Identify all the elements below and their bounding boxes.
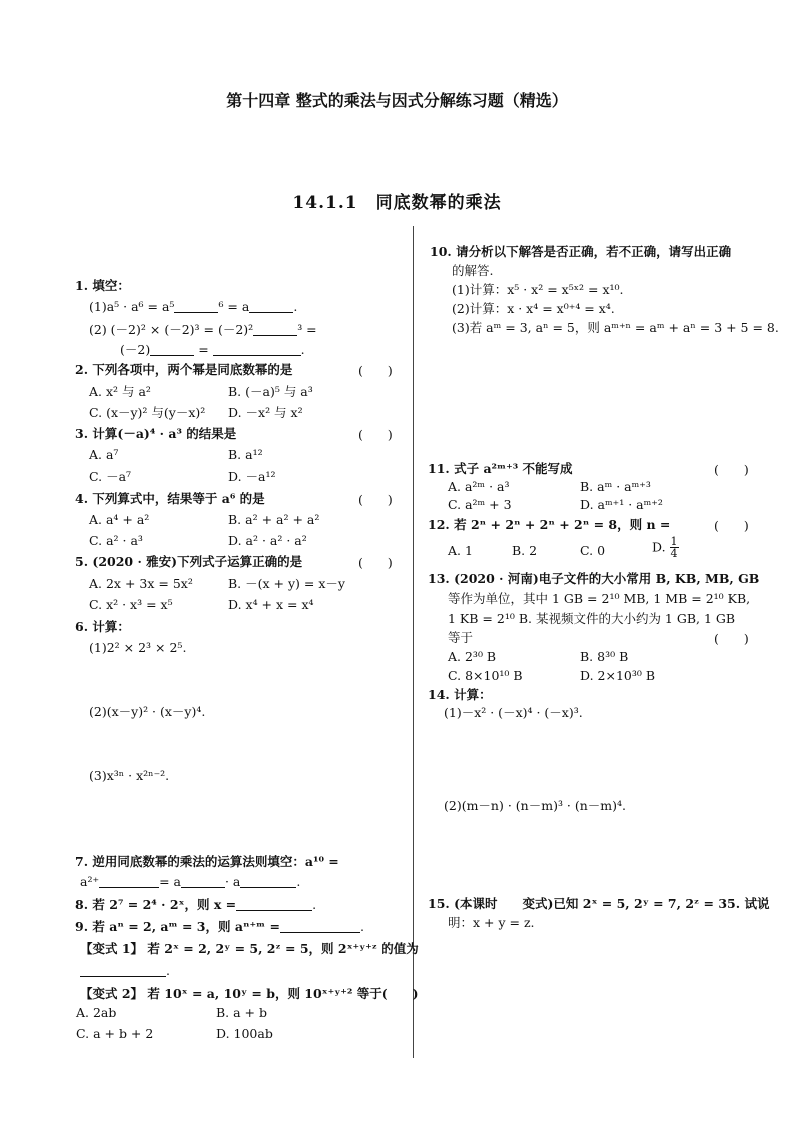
variant2-option-c: C. a + b + 2 — [76, 1026, 154, 1041]
q4-option-c: C. a² · a³ — [89, 533, 143, 548]
q12-option-c: C. 0 — [580, 543, 606, 558]
q5-option-d: D. x⁴ + x = x⁴ — [228, 597, 314, 612]
q7-stem: 7. 逆用同底数幂的乘法的运算法则填空：a¹⁰ = — [75, 854, 339, 869]
q12-option-d: D. $\frac{1}{4}$ — [652, 535, 678, 560]
q7-line2: a²⁺ = a · a . — [80, 874, 301, 889]
q13-option-a: A. 2³⁰ B — [448, 649, 497, 664]
variant2-option-b: B. a + b — [216, 1005, 268, 1020]
q11-option-b: B. aᵐ · aᵐ⁺³ — [580, 479, 651, 494]
q11-option-d: D. aᵐ⁺¹ · aᵐ⁺² — [580, 497, 663, 512]
q5-option-c: C. x² · x³ = x⁵ — [89, 597, 173, 612]
q14-part2: (2)(m－n) · (n－m)³ · (n－m)⁴. — [444, 798, 627, 813]
q11-option-a: A. a²ᵐ · a³ — [448, 479, 510, 494]
variant2-option-d: D. 100ab — [216, 1026, 273, 1041]
q4-stem: 4. 下列算式中，结果等于 a⁶ 的是 — [75, 491, 265, 506]
q15-line1: 15. (本课时 变式)已知 2ˣ = 5, 2ʸ = 7, 2ᶻ = 35. 试说 — [428, 896, 770, 911]
q3-option-c: C. －a⁷ — [89, 469, 132, 484]
q7-blank-3[interactable] — [240, 875, 296, 888]
q13-line2: 等作为单位，其中 1 GB = 2¹⁰ MB, 1 MB = 2¹⁰ KB, — [448, 591, 751, 606]
q4-option-d: D. a² · a² · a² — [228, 533, 307, 548]
q13-answer-paren[interactable]: ( ) — [714, 631, 749, 646]
q11-stem: 11. 式子 a²ᵐ⁺³ 不能写成 — [428, 461, 573, 476]
q1-part2-cont: (－2) = . — [120, 342, 305, 357]
q12-answer-paren[interactable]: ( ) — [714, 518, 749, 533]
q6-part1: (1)2² × 2³ × 2⁵. — [89, 640, 187, 655]
q1-part1: (1)a⁵ · a⁶ = a⁵ ⁶ = a . — [89, 299, 298, 314]
q1-part2: (2) (－2)² × (－2)³ = (－2)² ³ = — [89, 322, 317, 337]
q10-part3: (3)若 aᵐ = 3, aⁿ = 5，则 aᵐ⁺ⁿ = aᵐ + aⁿ = 3 + 5 = 8. — [452, 320, 779, 335]
q2-option-c: C. (x－y)² 与(y－x)² — [89, 405, 206, 420]
q10-stem-cont: 的解答. — [452, 263, 494, 278]
q4-option-b: B. a² + a² + a² — [228, 512, 320, 527]
q8-blank[interactable] — [236, 898, 312, 911]
q3-answer-paren[interactable]: ( ) — [358, 427, 393, 442]
q2-option-b: B. (－a)⁵ 与 a³ — [228, 384, 313, 399]
q13-option-c: C. 8×10¹⁰ B — [448, 668, 523, 683]
q6-stem: 6. 计算： — [75, 619, 130, 634]
q1-blank-5[interactable] — [213, 343, 301, 356]
q9-stem: 9. 若 aⁿ = 2, aᵐ = 3，则 aⁿ⁺ᵐ = . — [75, 919, 364, 934]
q15-line2: 明：x + y = z. — [448, 915, 535, 930]
q13-option-b: B. 8³⁰ B — [580, 649, 629, 664]
q11-option-c: C. a²ᵐ + 3 — [448, 497, 512, 512]
q2-answer-paren[interactable]: ( ) — [358, 363, 393, 378]
q8-stem: 8. 若 2⁷ = 2⁴ · 2ˣ，则 x = . — [75, 897, 317, 912]
q7-blank-1[interactable] — [99, 875, 159, 888]
variant1-blank[interactable] — [80, 964, 166, 977]
q5-stem: 5. (2020 · 雅安)下列式子运算正确的是 — [75, 554, 303, 569]
variant1-answer: . — [80, 962, 170, 980]
q1-label: 1. 填空： — [75, 278, 130, 293]
q2-stem: 2. 下列各项中，两个幂是同底数幂的是 — [75, 362, 293, 377]
variant1-stem: 【变式 1】 若 2ˣ = 2, 2ʸ = 5, 2ᶻ = 5，则 2ˣ⁺ʸ⁺ᶻ 的值为 — [80, 941, 419, 956]
q6-part2: (2)(x－y)² · (x－y)⁴. — [89, 704, 206, 719]
q1-blank-3[interactable] — [253, 323, 297, 336]
q1-blank-4[interactable] — [150, 343, 194, 356]
q14-part1: (1)－x² · (－x)⁴ · (－x)³. — [444, 705, 583, 720]
q4-option-a: A. a⁴ + a² — [89, 512, 150, 527]
page-title: 第十四章 整式的乘法与因式分解练习题（精选） — [226, 91, 568, 110]
q3-option-a: A. a⁷ — [89, 447, 119, 462]
q13-line3: 1 KB = 2¹⁰ B. 某视频文件的大小约为 1 GB, 1 GB — [448, 611, 736, 626]
q3-stem: 3. 计算(－a)⁴ · a³ 的结果是 — [75, 426, 237, 441]
q13-line4: 等于 — [448, 630, 474, 645]
variant2-option-a: A. 2ab — [76, 1005, 117, 1020]
q10-stem: 10. 请分析以下解答是否正确，若不正确，请写出正确 — [430, 244, 732, 259]
q13-line1: 13. (2020 · 河南)电子文件的大小常用 B, KB, MB, GB — [428, 571, 760, 586]
q5-option-a: A. 2x + 3x = 5x² — [89, 576, 193, 591]
q12-option-a: A. 1 — [448, 543, 473, 558]
q13-option-d: D. 2×10³⁰ B — [580, 668, 656, 683]
q3-option-b: B. a¹² — [228, 447, 263, 462]
variant2-stem: 【变式 2】 若 10ˣ = a, 10ʸ = b，则 10ˣ⁺ʸ⁺² 等于( ) — [80, 986, 419, 1001]
q10-part2: (2)计算：x · x⁴ = x⁰⁺⁴ = x⁴. — [452, 301, 615, 316]
q3-option-d: D. －a¹² — [228, 469, 276, 484]
q12-stem: 12. 若 2ⁿ + 2ⁿ + 2ⁿ + 2ⁿ = 8，则 n = — [428, 517, 671, 532]
q14-stem: 14. 计算： — [428, 687, 492, 702]
q5-answer-paren[interactable]: ( ) — [358, 555, 393, 570]
q7-blank-2[interactable] — [181, 875, 225, 888]
q2-option-a: A. x² 与 a² — [89, 384, 151, 399]
q2-option-d: D. －x² 与 x² — [228, 405, 303, 420]
q11-answer-paren[interactable]: ( ) — [714, 462, 749, 477]
q5-option-b: B. －(x + y) = x－y — [228, 576, 345, 591]
q6-part3: (3)x³ⁿ · x²ⁿ⁻². — [89, 768, 170, 783]
q10-part1: (1)计算：x⁵ · x² = x⁵ˣ² = x¹⁰. — [452, 282, 624, 297]
q1-blank-1[interactable] — [174, 300, 218, 313]
q4-answer-paren[interactable]: ( ) — [358, 492, 393, 507]
q9-blank[interactable] — [280, 920, 360, 933]
q1-blank-2[interactable] — [249, 300, 293, 313]
q12-option-b: B. 2 — [512, 543, 538, 558]
section-title: 14.1.1 同底数幂的乘法 — [292, 193, 502, 213]
q12-option-d-fraction: $\frac{1}{4}$ — [670, 535, 678, 560]
column-divider — [413, 226, 414, 1058]
